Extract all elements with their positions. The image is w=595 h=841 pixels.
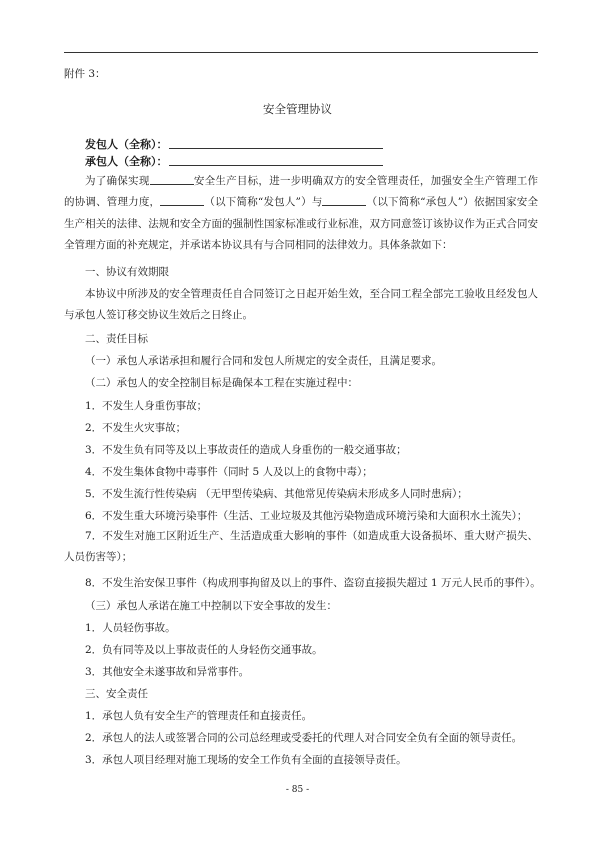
employer-blank xyxy=(160,205,204,206)
page-number: - 85 - xyxy=(285,785,310,795)
intro-part-2: 安全生产目标，进一步明确双方的安全管理责任，加强安全生产管理工作的协调、管理力度， xyxy=(64,175,539,209)
section2-item-3: （三）承包人承诺在施工中控制以下安全事故的发生： xyxy=(85,600,337,612)
goal-item-8: 8．不发生治安保卫事件（构成刑事拘留及以上的事件、盗窃直接损失超过 1 万元人民币的事件）。 xyxy=(85,577,541,589)
intro-part-1: 为了确保实现 xyxy=(85,175,150,187)
control-item: 2．负有同等及以上事故责任的人身轻伤交通事故。 xyxy=(85,644,323,656)
document-title: 安全管理协议 xyxy=(263,102,332,116)
section3-heading: 三、安全责任 xyxy=(85,688,148,700)
goal-item: 3．不发生负有同等及以上事故责任的造成人身重伤的一般交通事故； xyxy=(85,444,407,456)
goal-item: 6．不发生重大环境污染事件（生活、工业垃圾及其他污染物造成环境污染和大面积水土流失）； xyxy=(85,510,528,522)
contractor-name-line xyxy=(169,165,383,166)
employer-name-line xyxy=(169,148,383,149)
header-rule xyxy=(64,52,538,53)
contractor-label: 承包人（全称）： xyxy=(85,155,168,168)
attachment-label: 附件 3： xyxy=(64,68,106,80)
responsibility-item: 1．承包人负有安全生产的管理责任和直接责任。 xyxy=(85,710,313,722)
goal-item: 4．不发生集体食物中毒事件（同时 5 人及以上的食物中毒）； xyxy=(85,466,373,478)
section1-body: 本协议中所涉及的安全管理责任自合同签订之日起开始生效，至合同工程全部完工验收且经发包人与承包人签订移交协议生效后之日终止。 xyxy=(64,288,538,322)
section2-item-1: （一）承包人承诺承担和履行合同和发包人所规定的安全责任，且满足要求。 xyxy=(85,355,442,367)
responsibility-item: 3．承包人项目经理对施工现场的安全工作负有全面的直接领导责任。 xyxy=(85,754,407,766)
section1-heading: 一、协议有效期限 xyxy=(85,266,169,278)
intro-part-4: （以下简称“承包人”）依据国家安全生产相关的法律、法规和安全方面的强制性国家标准或行业标准，双方同意签订该协议作为正式合同安全管理方面的补充规定，并承诺本协议具有与合同相同的法律效力。具体条款如下： xyxy=(64,196,538,252)
contractor-field xyxy=(85,153,383,169)
goal-item: 5．不发生流行性传染病 （无甲型传染病、其他常见传染病未形成多人同时患病）； xyxy=(85,488,468,500)
goal-item: 1．不发生人身重伤事故； xyxy=(85,400,208,412)
control-item: 1．人员轻伤事故。 xyxy=(85,622,176,634)
intro-part-3: （以下简称“发包人”）与 xyxy=(204,196,323,209)
intro-paragraph xyxy=(64,171,538,257)
employer-field xyxy=(85,136,383,152)
responsibility-item: 2．承包人的法人或签署合同的公司总经理或受委托的代理人对合同安全负有全面的领导责任。 xyxy=(85,732,523,744)
control-item: 3．其他安全未遂事故和异常事件。 xyxy=(85,666,250,678)
employer-label: 发包人（全称）： xyxy=(85,138,168,151)
target-blank xyxy=(150,184,194,185)
goal-item: 2．不发生火灾事故； xyxy=(85,422,187,434)
goal-item-7: 7．不发生对施工区附近生产、生活造成重大影响的事件（如造成重大设备损坏、重大财产损失、人员伤害等）； xyxy=(64,530,538,564)
contractor-blank xyxy=(322,205,366,206)
section2-item-2: （二）承包人的安全控制目标是确保本工程在实施过程中： xyxy=(85,377,358,389)
section2-heading: 二、责任目标 xyxy=(85,333,148,345)
